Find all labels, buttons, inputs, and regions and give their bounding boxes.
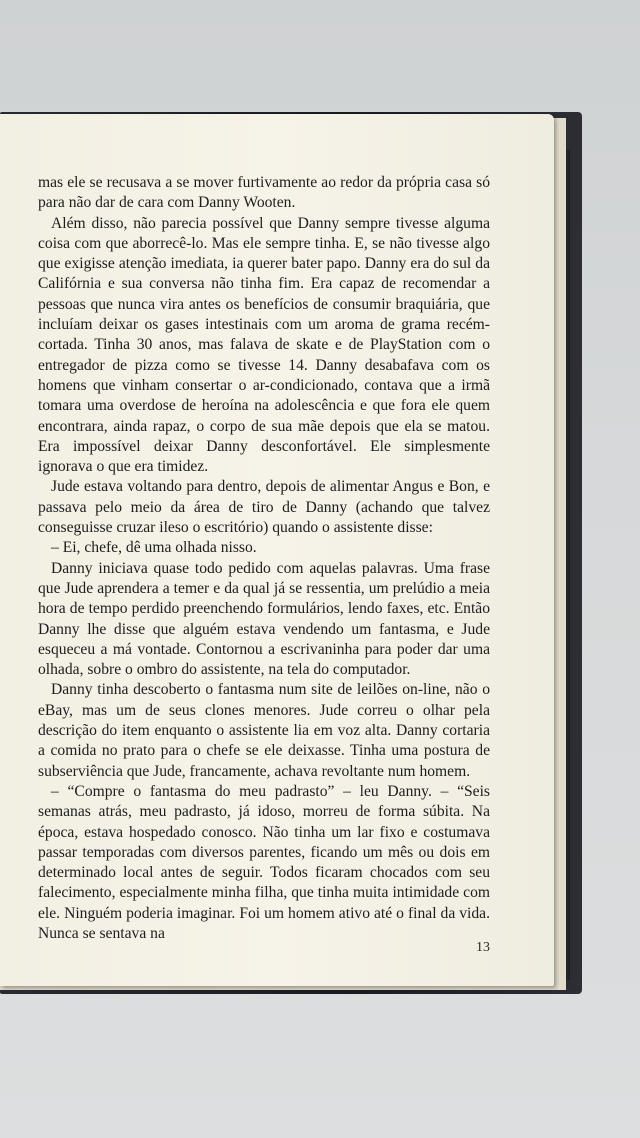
paragraph: – Ei, chefe, dê uma olhada nisso.	[51, 539, 257, 557]
book-page	[0, 114, 554, 986]
body-text	[38, 173, 490, 944]
paragraph: Além disso, não parecia possível que Danny sempre tivesse alguma coisa com que aborrecê-lo. Mas ele sempre tinha. E, se não tivesse algo que exigisse atenção imediata, ia querer bater papo. Danny era do sul da Califórnia e sua conversa não tinha fim. Era capaz de recomendar a pessoas que nunca vira antes os benefícios de consumir braquiária, que incluíam deixar os gases intestinais com um aroma de grama recém-cortada. Tinha 30 anos, mas falava de skate e de PlayStation com o entregador de pizza como se tivesse 14. Danny desabafava com os homens que vinham consertar o ar-condicionado, contava que a irmã tomara uma overdose de heroína na adolescência e que fora ele quem encontrara, ainda rapaz, o corpo de sua mãe depois que ela se matou. Era impossível deixar Danny desconfortável. Ele simplesmente ignorava o que era timidez.	[38, 214, 490, 476]
paragraph: Danny tinha descoberto o fantasma num site de leilões on-line, não o eBay, mas um de seus clones menores. Jude correu o olhar pela descrição do item enquanto o assistente lia em voz alta. Danny cortaria a comida no prato para o chefe se ele deixasse. Tinha uma postura de subserviência que Jude, francamente, achava revoltante num homem.	[38, 681, 490, 780]
paragraph: Jude estava voltando para dentro, depois de alimentar Angus e Bon, e passava pelo meio da área de tiro de Danny (achando que talvez conseguisse cruzar ileso o escritório) quando o assistente disse:	[38, 478, 490, 537]
paragraph: – “Compre o fantasma do meu padrasto” – leu Danny. – “Seis semanas atrás, meu padrasto, já idoso, morreu de forma súbita. Na época, estava hospedado conosco. Não tinha um lar fixo e costumava passar temporadas com diversos parentes, ficando um mês ou dois em determinado local antes de seguir. Todos ficaram chocados com seu falecimento, especialmente minha filha, que tinha muita intimidade com ele. Ninguém poderia imaginar. Foi um homem ativo até o final da vida. Nunca se sentava na	[38, 782, 490, 942]
paragraph: Danny iniciava quase todo pedido com aquelas palavras. Uma frase que Jude aprendera a temer e da qual já se ressentia, um prelúdio a meia hora de tempo perdido preenchendo formulários, lendo faxes, etc. Então Danny lhe disse que alguém estava vendendo um fantasma, e Jude esqueceu a má vontade. Contornou a escrivaninha para poder dar uma olhada, sobre o ombro do assistente, na tela do computador.	[38, 559, 490, 679]
page-number: 13	[476, 940, 490, 955]
paragraph: mas ele se recusava a se mover furtivamente ao redor da própria casa só para não dar de cara com Danny Wooten.	[38, 174, 490, 212]
